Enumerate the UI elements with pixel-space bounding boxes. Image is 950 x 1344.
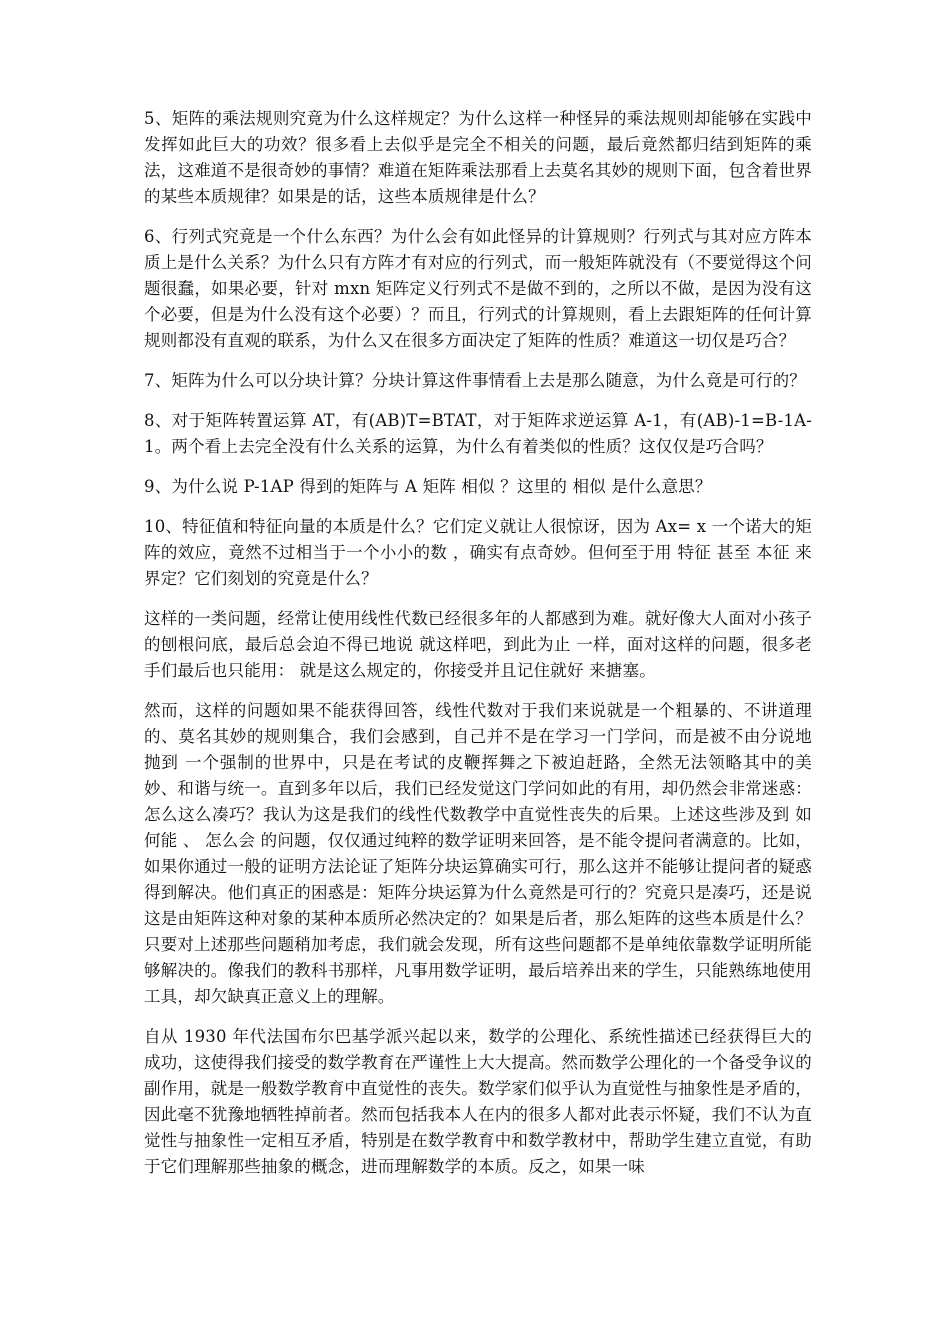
paragraph-question-8: 8、对于矩阵转置运算 AT，有(AB)T=BTAT，对于矩阵求逆运算 A-1，有(AB)-1=B-1A-1。两个看上去完全没有什么关系的运算，为什么有着类似的性质？这仅仅是巧合吗？ <box>144 411 812 456</box>
paragraph-question-10: 10、特征值和特征向量的本质是什么？它们定义就让人很惊讶，因为 Ax= x 一个诺大的矩阵的效应，竟然不过相当于一个小小的数 ，确实有点奇妙。但何至于用 特征 甚至 本征 来界定？它们刻划的究竟是什么？ <box>144 517 812 588</box>
paragraph-bourbaki: 自从 1930 年代法国布尔巴基学派兴起以来，数学的公理化、系统性描述已经获得巨大的成功，这使得我们接受的数学教育在严谨性上大大提高。然而数学公理化的一个备受争议的副作用，就是一般数学教育中直觉性的丧失。数学家们似乎认为直觉性与抽象性是矛盾的，因此毫不犹豫地牺牲掉前者。然而包括我本人在内的很多人都对此表示怀疑，我们不认为直觉性与抽象性一定相互矛盾，特别是在数学教育中和数学教材中，帮助学生建立直觉，有助于它们理解那些抽象的概念，进而理解数学的本质。反之，如果一味 <box>144 1027 812 1176</box>
paragraph-question-7: 7、矩阵为什么可以分块计算？分块计算这件事情看上去是那么随意，为什么竟是可行的？ <box>144 371 806 390</box>
paragraph-question-9: 9、为什么说 P-1AP 得到的矩阵与 A 矩阵 相似 ？这里的 相似 是什么意思？ <box>144 477 712 496</box>
paragraph-consequence: 然而，这样的问题如果不能获得回答，线性代数对于我们来说就是一个粗暴的、不讲道理的、莫名其妙的规则集合，我们会感到，自己并不是在学习一门学问，而是被不由分说地 抛到 一个强制的世界中，只是在考试的皮鞭挥舞之下被迫赶路，全然无法领略其中的美妙、和谐与统一。直到多年以后，我们已经发觉这门学问如此的有用，却仍然会非常迷惑：怎么这么凑巧？我认为这是我们的线性代数教学中直觉性丧失的后果。上述这些涉及到 如何能 、 怎么会 的问题，仅仅通过纯粹的数学证明来回答，是不能令提问者满意的。比如，如果你通过一般的证明方法论证了矩阵分块运算确实可行，那么这并不能够让提问者的疑惑得到解决。他们真正的困惑是：矩阵分块运算为什么竟然是可行的？究竟只是凑巧，还是说这是由矩阵这种对象的某种本质所必然决定的？如果是后者，那么矩阵的这些本质是什么？只要对上述那些问题稍加考虑，我们就会发现，所有这些问题都不是单纯依靠数学证明所能够解决的。像我们的教科书那样，凡事用数学证明，最后培养出来的学生，只能熟练地使用工具，却欠缺真正意义上的理解。 <box>144 701 812 1006</box>
paragraph-question-5: 5、矩阵的乘法规则究竟为什么这样规定？为什么这样一种怪异的乘法规则却能够在实践中发挥如此巨大的功效？很多看上去似乎是完全不相关的问题，最后竟然都归结到矩阵的乘法，这难道不是很奇妙的事情？难道在矩阵乘法那看上去莫名其妙的规则下面，包含着世界的某些本质规律？如果是的话，这些本质规律是什么？ <box>144 109 812 206</box>
paragraph-difficulty: 这样的一类问题，经常让使用线性代数已经很多年的人都感到为难。就好像大人面对小孩子的刨根问底，最后总会迫不得已地说 就这样吧，到此为止 一样，面对这样的问题，很多老手们最后也只能用： 就是这么规定的，你接受并且记住就好 来搪塞。 <box>144 609 812 680</box>
paragraph-question-6: 6、行列式究竟是一个什么东西？为什么会有如此怪异的计算规则？行列式与其对应方阵本质上是什么关系？为什么只有方阵才有对应的行列式，而一般矩阵就没有（不要觉得这个问题很蠢，如果必要，针对 mxn 矩阵定义行列式不是做不到的，之所以不做，是因为没有这个必要，但是为什么没有这个必要）？而且，行列式的计算规则，看上去跟矩阵的任何计算规则都没有直观的联系，为什么又在很多方面决定了矩阵的性质？难道这一切仅是巧合？ <box>144 227 812 350</box>
document-body <box>144 106 812 1194</box>
